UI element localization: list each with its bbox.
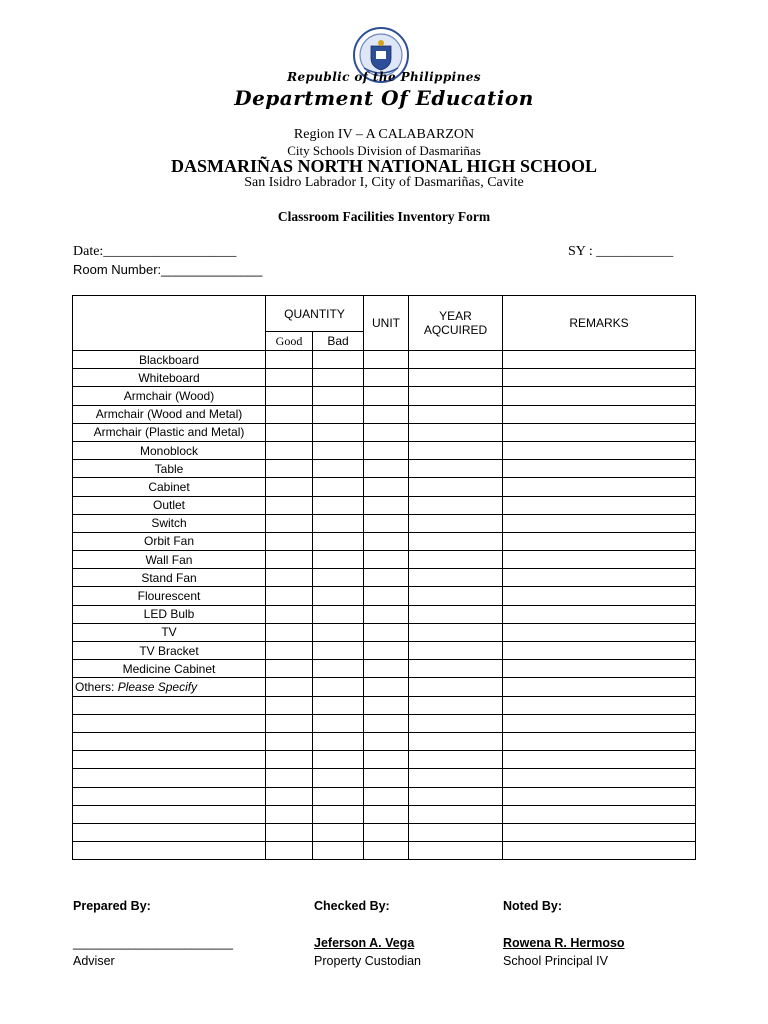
bad-qty-cell[interactable] (313, 460, 364, 478)
table-row (73, 405, 696, 423)
prepared-signature-line[interactable]: _______________________ (73, 936, 233, 950)
bad-qty-cell[interactable] (313, 805, 364, 823)
table-row (73, 441, 696, 459)
unit-cell[interactable] (364, 514, 409, 532)
checked-role: Property Custodian (314, 954, 422, 968)
year-acquired-cell[interactable] (409, 678, 503, 696)
remarks-cell[interactable] (503, 387, 696, 405)
remarks-cell[interactable] (503, 569, 696, 587)
bad-qty-cell[interactable] (313, 714, 364, 732)
year-acquired-cell[interactable] (409, 569, 503, 587)
year-acquired-cell[interactable] (409, 769, 503, 787)
good-qty-cell[interactable] (266, 842, 313, 860)
table-row (73, 551, 696, 569)
bad-qty-cell[interactable] (313, 660, 364, 678)
others-label: Others: (75, 679, 115, 694)
remarks-cell[interactable] (503, 423, 696, 441)
unit-cell[interactable] (364, 496, 409, 514)
bad-qty-cell[interactable] (313, 405, 364, 423)
others-hint: Please Specify (117, 679, 198, 694)
good-qty-cell[interactable] (266, 605, 313, 623)
year-acquired-cell[interactable] (409, 751, 503, 769)
prepared-by-label: Prepared By: (73, 899, 151, 913)
blank-item-cell[interactable] (73, 842, 266, 860)
good-qty-cell[interactable] (266, 751, 313, 769)
table-row (73, 496, 696, 514)
item-name-cell: Orbit Fan (73, 532, 266, 550)
unit-cell[interactable] (364, 751, 409, 769)
bad-qty-cell[interactable] (313, 678, 364, 696)
item-name-cell: Table (73, 460, 266, 478)
year-acquired-cell[interactable] (409, 823, 503, 841)
good-qty-cell[interactable] (266, 660, 313, 678)
year-acquired-cell[interactable] (409, 441, 503, 459)
unit-header: UNIT (364, 296, 409, 351)
item-name-cell: Switch (73, 514, 266, 532)
good-qty-cell[interactable] (266, 514, 313, 532)
unit-cell[interactable] (364, 569, 409, 587)
year-acquired-cell[interactable] (409, 369, 503, 387)
item-name-cell: Wall Fan (73, 551, 266, 569)
bad-qty-cell[interactable] (313, 387, 364, 405)
year-acquired-cell[interactable] (409, 460, 503, 478)
year-acquired-cell[interactable] (409, 660, 503, 678)
unit-cell[interactable] (364, 369, 409, 387)
good-qty-cell[interactable] (266, 387, 313, 405)
remarks-cell[interactable] (503, 678, 696, 696)
region-text: Region IV – A CALABARZON (293, 127, 475, 142)
unit-cell[interactable] (364, 732, 409, 750)
quantity-header: QUANTITY (266, 296, 364, 332)
unit-cell[interactable] (364, 460, 409, 478)
remarks-cell[interactable] (503, 805, 696, 823)
remarks-cell[interactable] (503, 496, 696, 514)
bad-qty-cell[interactable] (313, 605, 364, 623)
table-row (73, 642, 696, 660)
unit-cell[interactable] (364, 441, 409, 459)
bad-qty-cell[interactable] (313, 623, 364, 641)
table-row (73, 660, 696, 678)
unit-cell[interactable] (364, 805, 409, 823)
blank-item-cell[interactable] (73, 769, 266, 787)
table-row (73, 605, 696, 623)
year-acquired-cell[interactable] (409, 732, 503, 750)
division-text: City Schools Division of Dasmariñas (287, 143, 481, 158)
good-qty-cell[interactable] (266, 623, 313, 641)
bad-qty-cell[interactable] (313, 514, 364, 532)
unit-cell[interactable] (364, 623, 409, 641)
bad-qty-cell[interactable] (313, 787, 364, 805)
school-year-field[interactable]: SY : ___________ (568, 244, 674, 259)
year-acquired-cell[interactable] (409, 696, 503, 714)
checked-by-name: Jeferson A. Vega (314, 936, 415, 950)
blank-item-cell[interactable] (73, 823, 266, 841)
year-acquired-cell[interactable] (409, 478, 503, 496)
blank-item-cell[interactable] (73, 714, 266, 732)
item-name-cell: Armchair (Wood and Metal) (73, 405, 266, 423)
remarks-cell[interactable] (503, 351, 696, 369)
remarks-cell[interactable] (503, 532, 696, 550)
noted-by-name: Rowena R. Hermoso (503, 936, 625, 950)
year-acquired-cell[interactable] (409, 351, 503, 369)
good-qty-cell[interactable] (266, 642, 313, 660)
unit-cell[interactable] (364, 351, 409, 369)
table-row (73, 587, 696, 605)
good-qty-cell[interactable] (266, 423, 313, 441)
table-row (73, 369, 696, 387)
item-name-cell: Stand Fan (73, 569, 266, 587)
table-row (73, 532, 696, 550)
others-cell[interactable] (73, 678, 266, 696)
table-row (73, 514, 696, 532)
year-acquired-cell[interactable] (409, 787, 503, 805)
inventory-body (73, 351, 696, 860)
form-title: Classroom Facilities Inventory Form (277, 209, 491, 224)
good-qty-cell[interactable] (266, 823, 313, 841)
bad-qty-cell[interactable] (313, 769, 364, 787)
table-row (73, 678, 696, 696)
unit-cell[interactable] (364, 769, 409, 787)
item-name-cell: Cabinet (73, 478, 266, 496)
table-row (73, 751, 696, 769)
table-row (73, 696, 696, 714)
bad-qty-cell[interactable] (313, 732, 364, 750)
good-qty-cell[interactable] (266, 460, 313, 478)
good-qty-cell[interactable] (266, 714, 313, 732)
room-number-field[interactable]: Room Number:______________ (73, 262, 263, 277)
table-row (73, 478, 696, 496)
good-qty-cell[interactable] (266, 369, 313, 387)
good-qty-cell[interactable] (266, 569, 313, 587)
unit-cell[interactable] (364, 587, 409, 605)
good-qty-cell[interactable] (266, 678, 313, 696)
item-header (73, 296, 266, 351)
republic-heading: Republic of the Philippines (287, 70, 481, 84)
remarks-cell[interactable] (503, 823, 696, 841)
good-qty-cell[interactable] (266, 478, 313, 496)
bad-qty-cell[interactable] (313, 351, 364, 369)
remarks-cell[interactable] (503, 478, 696, 496)
table-row (73, 805, 696, 823)
blank-item-cell[interactable] (73, 805, 266, 823)
year-acquired-cell[interactable] (409, 605, 503, 623)
year-acquired-cell[interactable] (409, 496, 503, 514)
bad-qty-cell[interactable] (313, 369, 364, 387)
year-acquired-cell[interactable] (409, 642, 503, 660)
item-name-cell: Monoblock (73, 441, 266, 459)
bad-qty-cell[interactable] (313, 423, 364, 441)
noted-by-label: Noted By: (503, 899, 563, 913)
unit-cell[interactable] (364, 605, 409, 623)
table-row (73, 823, 696, 841)
remarks-cell[interactable] (503, 787, 696, 805)
good-qty-cell[interactable] (266, 532, 313, 550)
good-qty-cell[interactable] (266, 696, 313, 714)
unit-cell[interactable] (364, 696, 409, 714)
good-qty-cell[interactable] (266, 769, 313, 787)
item-name-cell: Blackboard (73, 351, 266, 369)
remarks-cell[interactable] (503, 732, 696, 750)
unit-cell[interactable] (364, 787, 409, 805)
year-acquired-cell[interactable] (409, 805, 503, 823)
item-name-cell: Flourescent (73, 587, 266, 605)
table-row (73, 769, 696, 787)
school-address: San Isidro Labrador I, City of Dasmariñas, Cavite (244, 175, 524, 190)
remarks-cell[interactable] (503, 551, 696, 569)
unit-cell[interactable] (364, 532, 409, 550)
blank-item-cell[interactable] (73, 787, 266, 805)
table-row (73, 842, 696, 860)
good-qty-cell[interactable] (266, 732, 313, 750)
prepared-role: Adviser (73, 954, 115, 968)
good-qty-cell[interactable] (266, 787, 313, 805)
item-name-cell: Medicine Cabinet (73, 660, 266, 678)
remarks-cell[interactable] (503, 714, 696, 732)
bad-qty-cell[interactable] (313, 569, 364, 587)
bad-qty-cell[interactable] (313, 751, 364, 769)
unit-cell[interactable] (364, 423, 409, 441)
unit-cell[interactable] (364, 714, 409, 732)
bad-qty-cell[interactable] (313, 532, 364, 550)
remarks-cell[interactable] (503, 642, 696, 660)
remarks-cell[interactable] (503, 660, 696, 678)
date-field[interactable]: Date:___________________ (73, 244, 237, 259)
remarks-cell[interactable] (503, 769, 696, 787)
year-acquired-header: YEAR AQCUIRED (409, 296, 503, 351)
table-row (73, 460, 696, 478)
year-acquired-cell[interactable] (409, 423, 503, 441)
year-acquired-cell[interactable] (409, 587, 503, 605)
table-row (73, 787, 696, 805)
good-qty-cell[interactable] (266, 587, 313, 605)
bad-subheader: Bad (313, 332, 364, 351)
table-row (73, 732, 696, 750)
table-row (73, 623, 696, 641)
item-name-cell: LED Bulb (73, 605, 266, 623)
item-name-cell: TV Bracket (73, 642, 266, 660)
noted-role: School Principal IV (503, 954, 608, 968)
remarks-cell[interactable] (503, 514, 696, 532)
bad-qty-cell[interactable] (313, 496, 364, 514)
item-name-cell: Whiteboard (73, 369, 266, 387)
item-name-cell: Armchair (Wood) (73, 387, 266, 405)
remarks-cell[interactable] (503, 441, 696, 459)
bad-qty-cell[interactable] (313, 587, 364, 605)
bad-qty-cell[interactable] (313, 842, 364, 860)
remarks-cell[interactable] (503, 605, 696, 623)
table-row (73, 714, 696, 732)
year-acquired-cell[interactable] (409, 714, 503, 732)
table-row (73, 351, 696, 369)
school-name: DASMARIÑAS NORTH NATIONAL HIGH SCHOOL (170, 156, 598, 176)
blank-item-cell[interactable] (73, 732, 266, 750)
remarks-cell[interactable] (503, 842, 696, 860)
item-name-cell: TV (73, 623, 266, 641)
table-row (73, 387, 696, 405)
remarks-cell[interactable] (503, 696, 696, 714)
good-qty-cell[interactable] (266, 805, 313, 823)
good-qty-cell[interactable] (266, 441, 313, 459)
bad-qty-cell[interactable] (313, 441, 364, 459)
blank-item-cell[interactable] (73, 751, 266, 769)
year-acquired-cell[interactable] (409, 387, 503, 405)
blank-item-cell[interactable] (73, 696, 266, 714)
table-row (73, 569, 696, 587)
year-acquired-cell[interactable] (409, 405, 503, 423)
remarks-header: REMARKS (503, 296, 696, 351)
bad-qty-cell[interactable] (313, 823, 364, 841)
item-name-cell: Armchair (Plastic and Metal) (73, 423, 266, 441)
unit-cell[interactable] (364, 405, 409, 423)
unit-cell[interactable] (364, 660, 409, 678)
good-qty-cell[interactable] (266, 351, 313, 369)
remarks-cell[interactable] (503, 369, 696, 387)
item-name-cell: Outlet (73, 496, 266, 514)
bad-qty-cell[interactable] (313, 642, 364, 660)
year-acquired-cell[interactable] (409, 532, 503, 550)
checked-by-label: Checked By: (314, 899, 390, 913)
unit-cell[interactable] (364, 551, 409, 569)
year-acquired-cell[interactable] (409, 514, 503, 532)
year-acquired-cell[interactable] (409, 623, 503, 641)
bad-qty-cell[interactable] (313, 696, 364, 714)
unit-cell[interactable] (364, 842, 409, 860)
remarks-cell[interactable] (503, 587, 696, 605)
table-row (73, 423, 696, 441)
unit-cell[interactable] (364, 478, 409, 496)
bad-qty-cell[interactable] (313, 551, 364, 569)
unit-cell[interactable] (364, 823, 409, 841)
remarks-cell[interactable] (503, 751, 696, 769)
good-qty-cell[interactable] (266, 405, 313, 423)
good-qty-cell[interactable] (266, 496, 313, 514)
remarks-cell[interactable] (503, 405, 696, 423)
inventory-table (72, 295, 696, 860)
unit-cell[interactable] (364, 642, 409, 660)
good-qty-cell[interactable] (266, 551, 313, 569)
year-acquired-cell[interactable] (409, 551, 503, 569)
remarks-cell[interactable] (503, 460, 696, 478)
remarks-cell[interactable] (503, 623, 696, 641)
good-subheader: Good (266, 332, 313, 351)
year-acquired-cell[interactable] (409, 842, 503, 860)
department-heading: Department Of Education (234, 86, 534, 110)
unit-cell[interactable] (364, 387, 409, 405)
unit-cell[interactable] (364, 678, 409, 696)
bad-qty-cell[interactable] (313, 478, 364, 496)
